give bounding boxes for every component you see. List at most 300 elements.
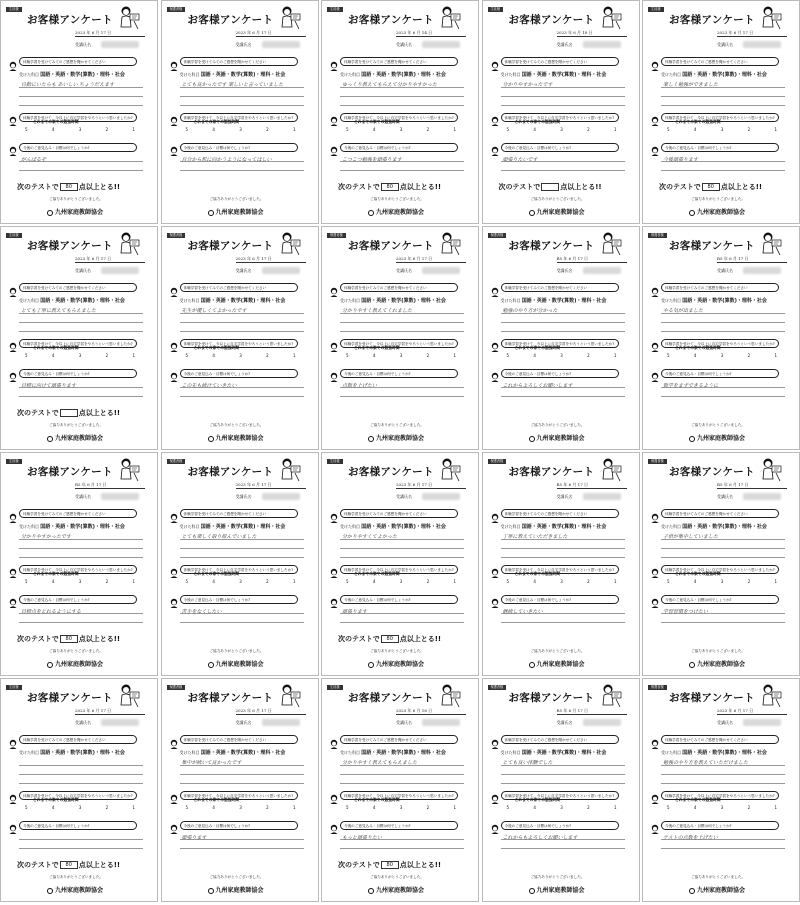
date-field [557,709,627,715]
survey-sheet [321,452,479,676]
answer-line [661,96,785,97]
thanks-note: ご協力ありがとうございました。 [209,423,264,427]
thanks-note: ご協力ありがとうございました。 [370,649,424,653]
rating-option: 5 [185,579,189,584]
subjects-list: 国語・英語・数学(算数)・理科・社会 [361,750,446,756]
organization-name [368,433,424,442]
question-3: 今後のご意見込み・目標は何でしょうか? [501,821,619,830]
thanks-note: ご協力ありがとうございました。 [691,875,745,879]
org-logo-icon [689,210,695,216]
question-2: 体験学習を受けて、今以上に自宅学習をやろうという思いましたか? [340,113,458,122]
rating-option: 5 [667,805,670,810]
respondent-badge: 保護者様 [167,233,186,238]
answer-line [501,105,625,106]
question-2: 体験学習を受けて、今以上に自宅学習をやろうという思いましたか? [180,113,298,122]
date-value: 2023 年 6 月 17 日 [396,482,433,487]
rating-option: 2 [587,127,590,132]
answer-3-handwriting: がんばるぞ [21,157,47,163]
answer-line [661,557,785,558]
rating-option: 5 [506,127,510,132]
student-head-icon [329,593,339,603]
rating-option: 1 [453,579,456,584]
student-name-row [717,267,787,275]
tutor-mascot-icon [438,231,462,257]
rating-option: 1 [613,353,617,358]
student-name-row [236,267,306,275]
subjects-list: 国語・英語・数学(算数)・理科・社会 [200,750,286,756]
rating-option: 3 [560,353,563,358]
subjects-list: 国語・英語・数学(算数)・理科・社会 [682,524,767,530]
answer-1-handwriting: ゆっくり教えてもらえて分かりやすかった [342,82,437,88]
survey-sheet [161,678,319,902]
question-2: 体験学習を受けて、今以上に自宅学習をやろうという思いましたか? [501,565,619,574]
rating-option: 3 [78,127,82,132]
respondent-badge: 生徒様 [648,7,664,12]
respondent-badge: 保護者様 [327,233,346,238]
org-label: 九州家庭教師協会 [536,661,585,668]
rating-option: 1 [613,805,617,810]
organization-name [529,207,585,216]
org-label: 九州家庭教師協会 [215,209,264,216]
rating-option: 2 [587,353,590,358]
organization-name [47,885,103,894]
answer-line [661,170,785,171]
rating-option: 4 [51,353,55,358]
answer-line [180,774,304,775]
survey-sheet [482,452,640,676]
name-label: 受講氏名 [556,268,573,273]
study-time-label: これまでの家での勉強時間 [193,345,240,350]
question-3: 今後のご意見込み・目標は何でしょうか? [180,143,298,152]
rating-option: 4 [693,353,697,358]
question-2: 体験学習を受けて、今以上に自宅学習をやろうという思いましたか? [661,113,779,122]
tutor-mascot-icon [599,683,623,709]
rating-option: 4 [533,353,536,358]
study-time-label: これまでの家での勉強時間 [354,571,400,576]
goal-statement [338,634,441,644]
organization-name [529,433,585,442]
student-head-icon [169,56,179,66]
tutor-mascot-icon [117,457,141,483]
date-field [717,31,787,37]
subjects-label: 受けた科目 [340,524,362,529]
student-name-row [75,493,145,501]
subjects-row [661,749,767,756]
answer-1-handwriting: 分かりやすく教えてもらえました [342,760,418,766]
org-label: 九州家庭教師協会 [697,661,746,668]
rating-option: 2 [747,127,751,132]
question-1: 体験学習を受けてみてのご感想を聞かせてください [501,57,619,66]
answer-1-handwriting: 分かりやすくてよかった [342,534,398,540]
answer-line [180,322,304,323]
question-1: 体験学習を受けてみてのご感想を聞かせてください [340,57,458,66]
org-label: 九州家庭教師協会 [376,887,425,894]
survey-sheet [321,0,479,224]
subjects-row [180,523,286,530]
goal-statement [338,182,441,192]
answer-3-handwriting: 点数を上げたい [342,383,378,389]
answer-line [501,548,625,549]
student-head-icon [8,734,18,744]
survey-sheet [0,226,158,450]
subjects-list: 国語・英語・数学(算数)・理科・社会 [40,750,125,756]
answer-1-handwriting: とても良かったです 楽しいと言っていました [181,82,284,88]
rating-option: 2 [747,353,751,358]
answer-3-handwriting: 継続していきたい [502,609,543,615]
student-head-icon [650,282,660,292]
student-name-row [557,267,627,275]
question-2: 体験学習を受けて、今以上に自宅学習をやろうという思いましたか? [180,565,298,574]
goal-suffix: 点以上とる!! [78,635,121,643]
question-2: 体験学習を受けて、今以上に自宅学習をやろうという思いましたか? [19,113,137,122]
student-head-icon [329,508,339,518]
date-value: 2023 年 6 月 18 日 [556,30,593,35]
answer-1-handwriting: とても丁寧に教えてもらえました [21,308,97,314]
answer-line [661,622,785,623]
thanks-note: ご協力ありがとうございました。 [691,649,745,653]
answer-line [180,396,304,397]
rating-scale [507,805,617,810]
thanks-note: ご協力ありがとうございました。 [530,423,585,427]
tutor-mascot-icon [759,231,783,257]
name-label: 受講氏名 [75,268,91,273]
goal-prefix: 次のテストで [17,861,59,869]
rating-option: 1 [292,127,296,132]
org-logo-icon [47,436,53,442]
student-name-row [396,41,466,49]
answer-line [340,96,464,97]
subjects-label: 受けた科目 [500,524,522,529]
student-head-icon [490,508,500,518]
tutor-mascot-icon [278,457,302,483]
organization-name [47,433,103,442]
date-field [396,257,466,263]
answer-3-handwriting: この先も続けていきたい [181,383,237,389]
rating-option: 5 [667,127,670,132]
rating-option: 1 [292,353,296,358]
sheet-title: お客様アンケート [508,240,595,252]
question-1: 体験学習を受けてみてのご感想を聞かせてください [501,735,619,744]
name-label: 受講氏名 [556,42,573,47]
answer-3-handwriting: 目標に向けて頑張ります [21,383,77,389]
question-3: 今後のご意見込み・目標は何でしょうか? [340,595,458,604]
answer-line [180,96,304,97]
goal-suffix: 点以上とる!! [720,183,763,191]
answer-line [661,313,785,314]
survey-sheet [642,226,800,450]
answer-line [340,322,464,323]
subjects-list: 国語・英語・数学(算数)・理科・社会 [361,298,446,304]
rating-option: 5 [185,127,189,132]
rating-option: 4 [212,805,215,810]
tutor-mascot-icon [117,231,141,257]
name-redacted [262,41,300,48]
date-field [396,483,466,489]
question-3: 今後のご意見込み・目標は何でしょうか? [180,369,298,378]
study-time-label: これまでの家での勉強時間 [193,797,240,802]
sheet-title: お客様アンケート [27,240,113,252]
org-label: 九州家庭教師協会 [376,209,425,216]
answer-line [501,96,625,97]
name-redacted [583,493,621,500]
organization-name [368,207,424,216]
answer-line [501,848,625,849]
rating-option: 3 [720,353,724,358]
answer-line [340,87,464,88]
answer-3-handwriting: 目標点をとれるようにする [21,609,82,615]
rating-scale [186,805,296,810]
question-1: 体験学習を受けてみてのご感想を聞かせてください [501,509,619,518]
answer-line [180,548,304,549]
student-head-icon [650,141,660,151]
goal-suffix: 点以上とる!! [78,183,121,191]
answer-line [19,848,143,849]
organization-name [689,433,745,442]
rating-option: 3 [399,579,403,584]
goal-prefix: 次のテストで [17,635,59,643]
name-label: 受講氏名 [396,494,412,499]
student-head-icon [490,56,500,66]
rating-option: 3 [720,805,724,810]
answer-line [180,313,304,314]
student-name-row [396,267,466,275]
rating-option: 2 [266,805,269,810]
respondent-badge: 生徒様 [488,7,504,12]
subjects-label: 受けた科目 [661,72,683,77]
thanks-note: ご協力ありがとうございました。 [49,423,103,427]
org-logo-icon [368,436,374,442]
date-value: 2023 年 6 月 17 日 [75,256,112,261]
rating-option: 2 [105,127,109,132]
student-head-icon [169,337,179,347]
student-head-icon [490,367,500,377]
date-value: R5 年 6 月 17 日 [75,482,107,487]
student-head-icon [329,337,339,347]
rating-scale [667,579,777,584]
date-value: 2023 年 6 月 17 日 [235,708,272,713]
rating-option: 1 [132,805,135,810]
question-1: 体験学習を受けてみてのご感想を聞かせてください [661,57,779,66]
answer-line [661,322,785,323]
name-label: 受講氏名 [235,42,252,47]
organization-name [208,885,264,894]
rating-option: 4 [212,353,215,358]
date-value: R5 年 6 月 17 日 [556,708,589,713]
rating-option: 5 [185,353,189,358]
org-logo-icon [47,210,53,216]
rating-option: 1 [132,579,135,584]
study-time-label: これまでの家での勉強時間 [514,571,561,576]
answer-line [19,622,143,623]
respondent-badge: 保護者様 [648,233,667,238]
rating-option: 2 [587,579,590,584]
rating-scale [186,579,296,584]
question-1: 体験学習を受けてみてのご感想を聞かせてください [180,57,298,66]
respondent-badge: 生徒様 [327,459,343,464]
goal-score-box: 80 [60,861,78,869]
answer-1-handwriting: 分かりやすかったです [21,534,72,540]
answer-3-handwriting: これからもよろしくお願いします [502,835,578,841]
tutor-mascot-icon [759,683,783,709]
rating-option: 5 [346,353,349,358]
student-name-row [236,493,306,501]
tutor-mascot-icon [759,457,783,483]
answer-1-handwriting: 分かりやすく教えてくれました [342,308,413,314]
study-time-label: これまでの家での勉強時間 [33,797,79,802]
subjects-row [501,71,607,78]
subjects-label: 受けた科目 [661,524,683,529]
rating-option: 5 [25,579,28,584]
name-redacted [743,493,781,500]
answer-3-handwriting: 苦手をなくしたい [181,609,222,615]
student-head-icon [329,734,339,744]
date-field [75,483,145,489]
student-name-row [557,41,627,49]
sheet-title: お客様アンケート [669,466,755,478]
student-name-row [75,719,145,727]
subjects-row [501,297,607,304]
answer-line [501,87,625,88]
org-logo-icon [529,888,535,894]
answer-line [340,539,464,540]
tutor-mascot-icon [278,231,302,257]
tutor-mascot-icon [438,5,462,31]
name-label: 受講氏名 [556,720,573,725]
student-name-row [236,41,306,49]
subjects-list: 国語・英語・数学(算数)・理科・社会 [40,72,125,78]
answer-1-handwriting: 勉強のやり方が分かった [502,308,558,314]
name-redacted [262,493,300,500]
answer-3-handwriting: 今後頑張ります [663,157,699,163]
student-name-row [396,493,466,501]
subjects-list: 国語・英語・数学(算数)・理科・社会 [521,298,607,304]
student-head-icon [169,508,179,518]
answer-1-handwriting: 子供が集中していました [663,534,719,540]
subjects-list: 国語・英語・数学(算数)・理科・社会 [521,72,607,78]
date-field [236,257,306,263]
date-field [236,709,306,715]
student-head-icon [490,819,500,829]
answer-3-handwriting: 数学をまずできるように [663,383,719,389]
respondent-badge: 保護者様 [488,233,507,238]
tutor-mascot-icon [278,683,302,709]
tutor-mascot-icon [117,683,141,709]
answer-line [180,170,304,171]
rating-scale [507,579,617,584]
rating-option: 2 [747,805,751,810]
goal-statement [17,634,120,644]
date-field [557,31,627,37]
date-value: R5 年 6 月 17 日 [717,482,749,487]
answer-line [180,105,304,106]
answer-line [19,774,143,775]
rating-scale [507,127,617,132]
question-1: 体験学習を受けてみてのご感想を聞かせてください [180,735,298,744]
name-label: 受講氏名 [235,494,252,499]
answer-line [501,765,625,766]
question-2: 体験学習を受けて、今以上に自宅学習をやろうという思いましたか? [340,791,458,800]
question-2: 体験学習を受けて、今以上に自宅学習をやろうという思いましたか? [19,565,137,574]
answer-line [19,105,143,106]
study-time-label: これまでの家での勉強時間 [33,345,79,350]
date-value: 2023 年 6 月 17 日 [396,256,433,261]
date-field [717,709,787,715]
study-time-label: これまでの家での勉強時間 [33,119,79,124]
date-value: 2023 年 6 月 17 日 [717,30,754,35]
subjects-row [661,71,767,78]
org-logo-icon [208,436,214,442]
date-value: 2023 年 6 月 17 日 [235,30,272,35]
org-logo-icon [208,210,214,216]
org-label: 九州家庭教師協会 [215,661,264,668]
answer-line [661,774,785,775]
answer-line [19,170,143,171]
organization-name [689,207,745,216]
answer-line [501,557,625,558]
org-logo-icon [208,888,214,894]
answer-line [19,322,143,323]
answer-line [661,783,785,784]
survey-sheet [0,452,158,676]
survey-sheet [482,0,640,224]
sheet-title: お客様アンケート [27,466,113,478]
respondent-badge: 生徒様 [6,459,22,464]
survey-sheet [482,226,640,450]
organization-name [208,207,264,216]
rating-option: 5 [667,579,670,584]
answer-line [340,765,464,766]
subjects-row [180,71,286,78]
rating-option: 4 [693,127,697,132]
question-1: 体験学習を受けてみてのご感想を聞かせてください [661,509,779,518]
answer-line [180,539,304,540]
tutor-mascot-icon [599,231,623,257]
org-label: 九州家庭教師協会 [376,661,425,668]
answer-line [19,313,143,314]
student-name-row [75,41,145,49]
subjects-label: 受けた科目 [19,298,41,303]
subjects-list: 国語・英語・数学(算数)・理科・社会 [682,750,767,756]
subjects-label: 受けた科目 [19,72,41,77]
student-head-icon [169,141,179,151]
rating-option: 1 [292,579,296,584]
rating-option: 4 [533,127,536,132]
date-field [557,483,627,489]
answer-line [340,105,464,106]
sheet-title: お客様アンケート [669,240,755,252]
subjects-label: 受けた科目 [179,298,201,303]
name-label: 受講氏名 [556,494,573,499]
sheet-title: お客様アンケート [187,14,274,26]
rating-scale [667,127,777,132]
answer-line [501,313,625,314]
question-2: 体験学習を受けて、今以上に自宅学習をやろうという思いましたか? [501,113,619,122]
rating-option: 4 [51,579,55,584]
organization-name [529,659,585,668]
answer-line [340,622,464,623]
rating-option: 2 [266,579,269,584]
name-redacted [743,41,781,48]
rating-scale [507,353,617,358]
answer-line [661,331,785,332]
name-redacted [743,719,781,726]
goal-score-box: 80 [381,635,399,643]
subjects-list: 国語・英語・数学(算数)・理科・社会 [200,524,286,530]
sheet-title: お客様アンケート [348,14,434,26]
org-label: 九州家庭教師協会 [55,209,104,216]
date-value: R5 年 6 月 17 日 [717,256,749,261]
subjects-list: 国語・英語・数学(算数)・理科・社会 [361,524,446,530]
